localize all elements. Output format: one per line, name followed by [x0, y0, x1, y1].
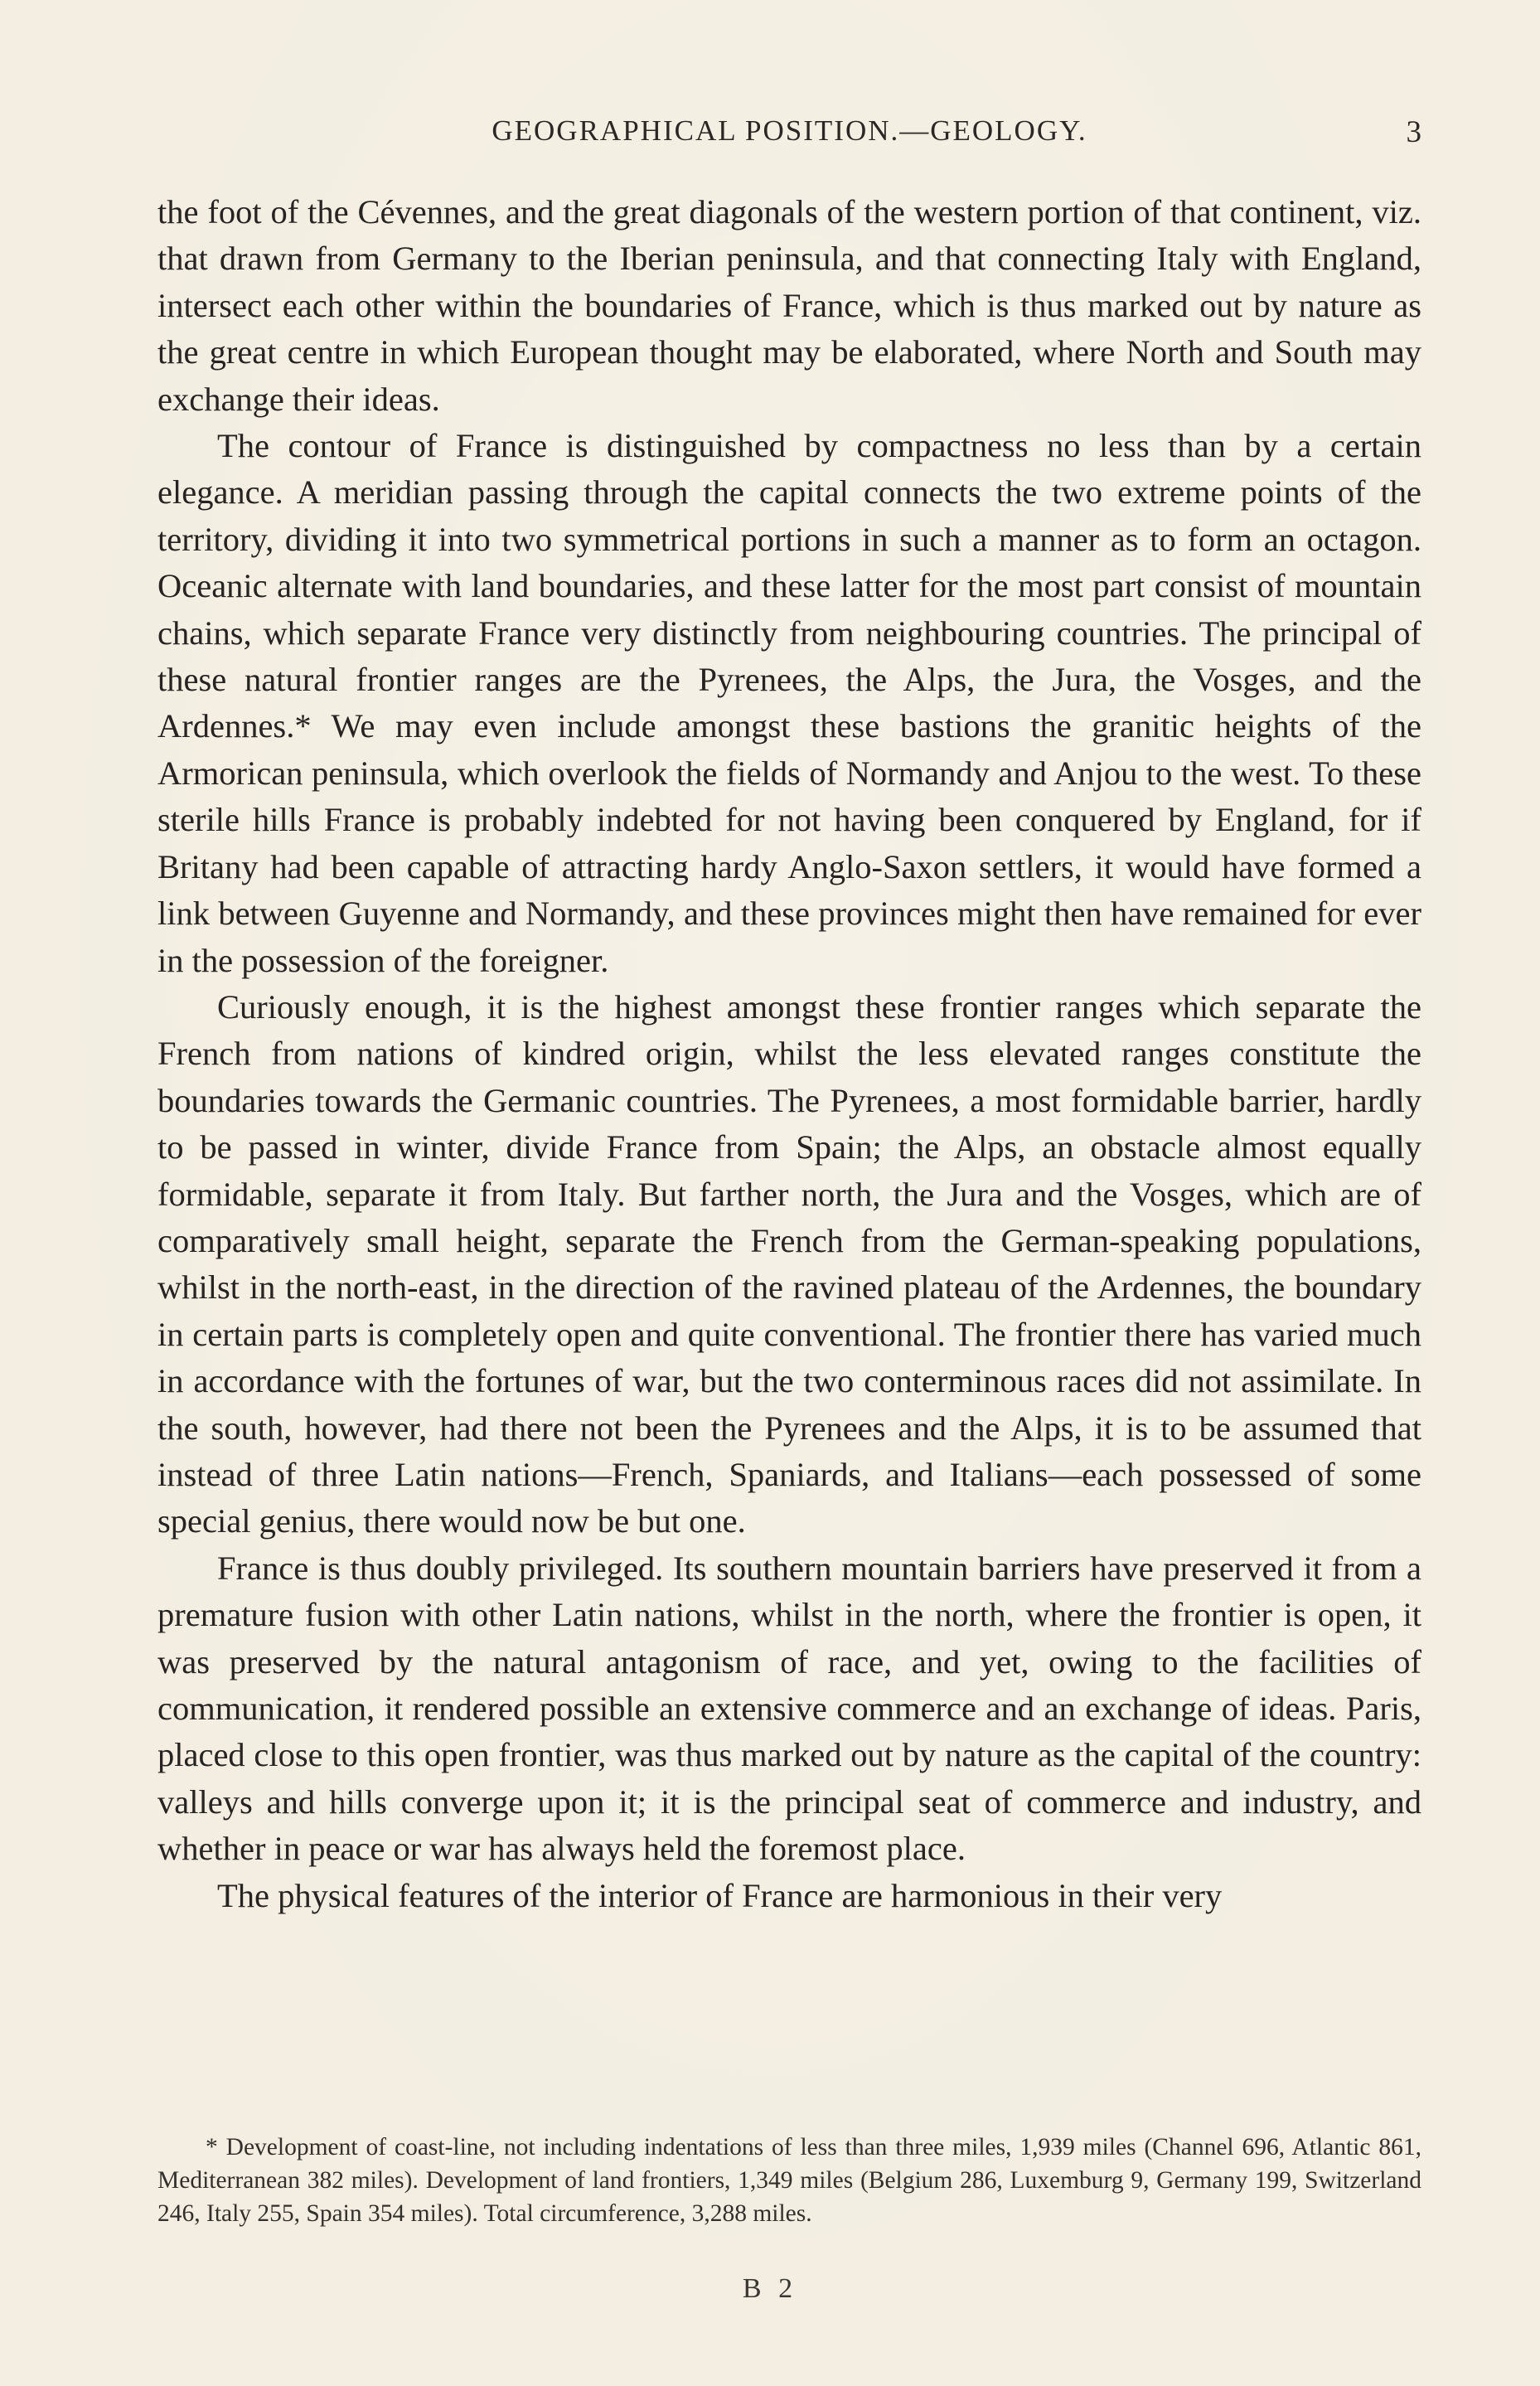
paragraph-doubly-privileged: France is thus doubly privileged. Its southern mountain barriers have preserved it from a premature fusion with other Latin nations, whilst in the north, where the frontier is open, it was preserved by the natural antagonism of race, and yet, owing to the facilities of communication, it rendered possible an extensive commerce and an exchange of ideas. Paris, placed close to this open frontier, was thus marked out by nature as the capital of the country: valleys and hills converge upon it; it is the principal seat of commerce and industry, and whether in peace or war has always held the foremost place. — [157, 1549, 1421, 1868]
signature-mark: B 2 — [742, 2273, 798, 2304]
running-title: GEOGRAPHICAL POSITION.—GEOLOGY. — [492, 114, 1087, 147]
running-head — [157, 114, 1421, 164]
paragraph-physical-features: The physical features of the interior of France are harmonious in their very — [217, 1876, 1223, 1914]
paragraph-frontier-ranges: Curiously enough, it is the highest amongst these frontier ranges which separate the French from nations of kindred origin, whilst the less elevated ranges constitute the boundaries towards the Germanic countries. The Pyrenees, a most formidable barrier, hardly to be passed in winter, divide France from Spain; the Alps, an obstacle almost equally formidable, separate it from Italy. But farther north, the Jura and the Vosges, which are of comparatively small height, separate the French from the German-speaking populations, whilst in the north-east, in the direction of the ravined plateau of the Ardennes, the boundary in certain parts is completely open and quite conventional. The frontier there has varied much in accordance with the fortunes of war, but the two conterminous races did not assimilate. In the south, however, had there not been the Pyrenees and the Alps, it is to be assumed that instead of three Latin nations—French, Spaniards, and Italians—each possessed of some special genius, there would now be but one. — [157, 987, 1421, 1540]
paragraph-contour: The contour of France is distinguished by compactness no less than by a certain elegance. A meridian passing through the capital connects the two extreme points of the territory, dividing it into two symmetrical portions in such a manner as to form an octagon. Oceanic alternate with land boundaries, and these latter for the most part consist of mountain chains, which separate France very distinctly from neighbouring countries. The principal of these natural frontier ranges are the Pyrenees, the Alps, the Jura, the Vosges, and the Ardennes.* We may even include amongst these bastions the granitic heights of the Armorican peninsula, which overlook the fields of Normandy and Anjou to the west. To these sterile hills France is probably indebted for not having been conquered by England, for if Britany had been capable of attracting hardy Anglo-Saxon settlers, it would have formed a link between Guyenne and Normandy, and these provinces might then have remained for ever in the possession of the foreigner. — [157, 427, 1421, 979]
page-number: 3 — [1406, 115, 1421, 149]
body-text — [157, 189, 1421, 1919]
footnote: * Development of coast-line, not including indentations of less than three miles, 1,939 miles (Channel 696, Atlantic 861, Mediterranean 382 miles). Development of land frontiers, 1,349 miles (Belgium 286, Luxemburg 9, Germany 199, Switzerland 246, Italy 255, Spain 354 miles). Total circumference, 3,288 miles. — [157, 2134, 1421, 2227]
paragraph-continued: the foot of the Cévennes, and the great diagonals of the western portion of that continent, viz. that drawn from Germany to the Iberian peninsula, and that connecting Italy with England, intersect each other within the boundaries of France, which is thus marked out by nature as the great centre in which European thought may be elaborated, where North and South may exchange their ideas. — [157, 193, 1421, 418]
